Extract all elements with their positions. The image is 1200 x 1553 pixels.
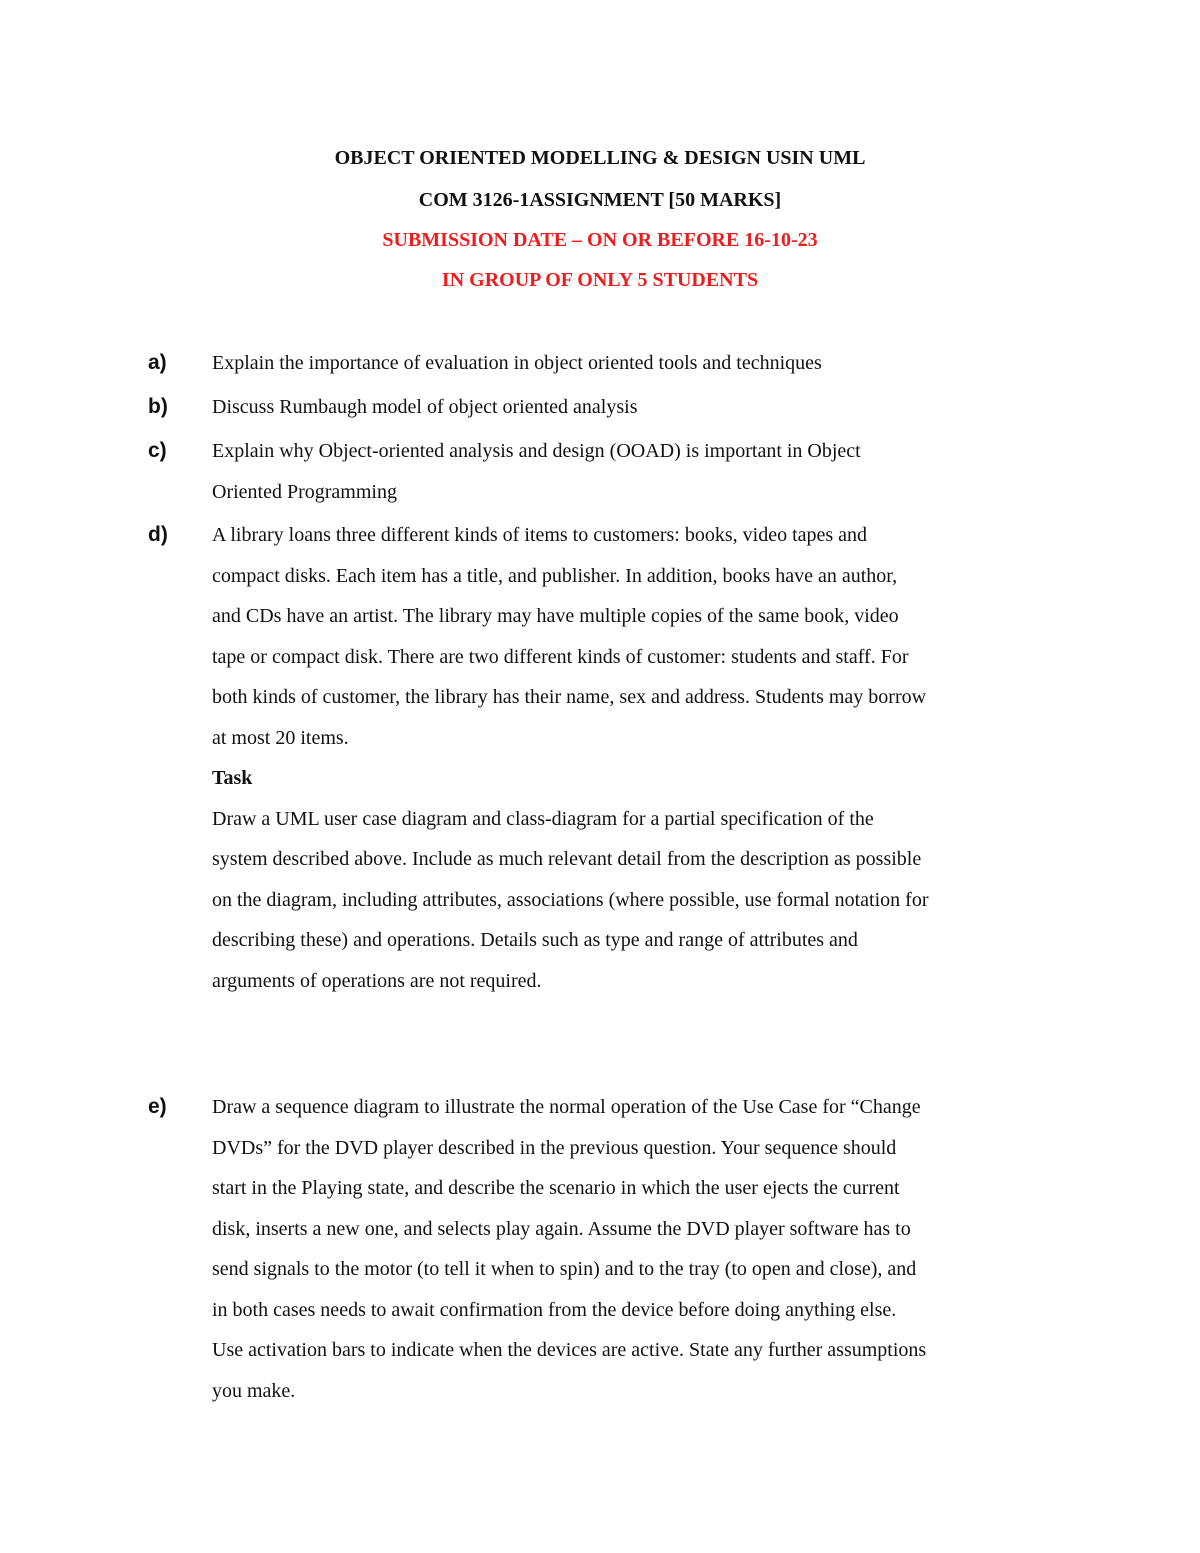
document-title: OBJECT ORIENTED MODELLING & DESIGN USIN UML: [334, 147, 866, 169]
task-text-line: system described above. Include as much relevant detail from the description as possible: [212, 848, 922, 870]
question-b: [148, 387, 1068, 428]
question-text-line: you make.: [212, 1379, 296, 1402]
task-text-line: Draw a UML user case diagram and class-diagram for a partial specification of the: [212, 807, 874, 830]
question-text-line: tape or compact disk. There are two different kinds of customer: students and staff. For: [212, 645, 909, 668]
question-text-line: Discuss Rumbaugh model of object oriented analysis: [212, 396, 638, 418]
question-text-line: Use activation bars to indicate when the devices are active. State any further assumptions: [212, 1339, 927, 1361]
question-text-line: compact disks. Each item has a title, and publisher. In addition, books have an author,: [212, 564, 898, 587]
question-e: [148, 1087, 1068, 1411]
question-text-line: start in the Playing state, and describe the scenario in which the user ejects the current: [212, 1177, 900, 1199]
submission-date: SUBMISSION DATE – ON OR BEFORE 16-10-23: [382, 229, 818, 251]
question-text-line: A library loans three different kinds of items to customers: books, video tapes and: [212, 524, 868, 546]
task-text-line: describing these) and operations. Details such as type and range of attributes and: [212, 929, 858, 951]
question-label: b): [148, 395, 168, 418]
group-size-note: IN GROUP OF ONLY 5 STUDENTS: [441, 269, 759, 291]
question-text-line: Oriented Programming: [212, 480, 397, 503]
task-heading: Task: [212, 767, 253, 789]
task-text-line: on the diagram, including attributes, associations (where possible, use formal notation for: [212, 888, 929, 911]
question-label: c): [148, 439, 167, 462]
question-text-line: disk, inserts a new one, and selects play again. Assume the DVD player software has to: [212, 1217, 911, 1240]
question-c: [148, 431, 1068, 512]
question-label: d): [148, 523, 168, 546]
question-label: a): [148, 351, 167, 374]
course-code: COM 3126-1ASSIGNMENT [50 MARKS]: [418, 189, 782, 211]
question-text-line: at most 20 items.: [212, 726, 349, 749]
task-text-line: arguments of operations are not required.: [212, 969, 542, 992]
question-text-line: and CDs have an artist. The library may have multiple copies of the same book, video: [212, 605, 899, 627]
question-text-line: Explain why Object-oriented analysis and design (OOAD) is important in Object: [212, 440, 861, 462]
question-text-line: Draw a sequence diagram to illustrate the normal operation of the Use Case for “Change: [212, 1096, 921, 1118]
question-text-line: DVDs” for the DVD player described in the previous question. Your sequence should: [212, 1136, 897, 1159]
question-text-line: send signals to the motor (to tell it when to spin) and to the tray (to open and close), and: [212, 1258, 917, 1280]
question-text-line: Explain the importance of evaluation in object oriented tools and techniques: [212, 352, 822, 374]
question-text-line: both kinds of customer, the library has their name, sex and address. Students may borrow: [212, 686, 927, 708]
question-text-line: in both cases needs to await confirmation from the device before doing anything else.: [212, 1298, 897, 1321]
question-a: [148, 343, 1068, 384]
question-d: [148, 515, 1068, 1001]
question-label: e): [148, 1095, 167, 1118]
